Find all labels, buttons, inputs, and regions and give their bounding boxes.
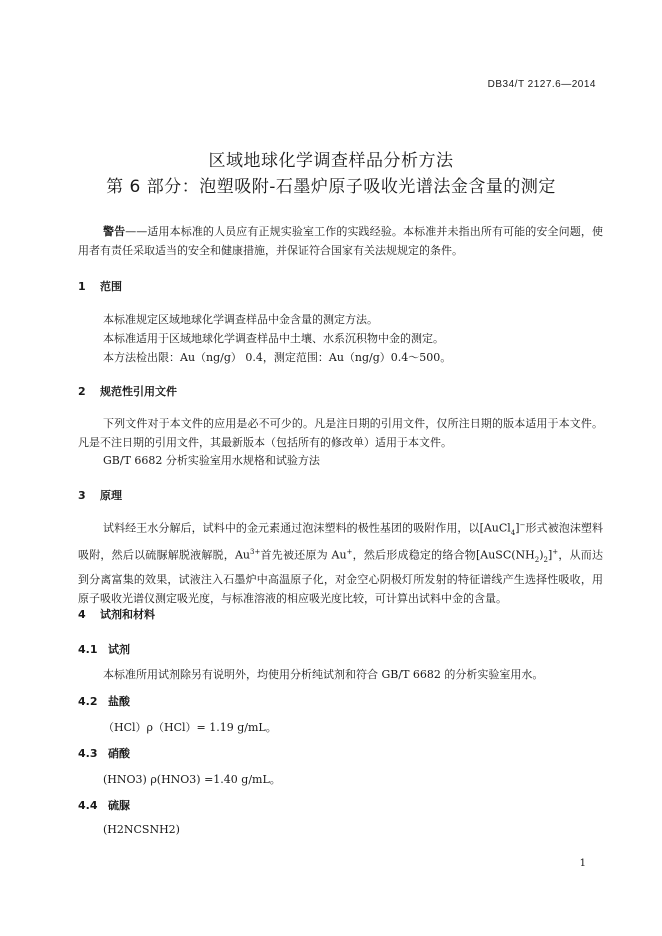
subsection-number: 4.2 [78,695,98,708]
page-number: 1 [579,858,586,869]
principle-text: ) [539,548,544,562]
subsection-4-1-heading [78,641,130,657]
subsection-number: 4.4 [78,799,98,812]
section-2-heading [78,383,177,399]
principle-subscript: 2 [543,555,548,564]
document-title: 区域地球化学调查样品分析方法 [208,151,454,171]
hydrochloric-acid-spec: （HCl）ρ（HCl）= 1.19 g/mL。 [103,721,277,734]
reference-item: GB/T 6682 分析实验室用水规格和试验方法 [103,454,320,467]
principle-text: ，然后形成稳定的络合物[AuSC(NH [352,548,535,562]
principle-text: ] [515,521,520,535]
warning-text: ——适用本标准的人员应有正规实验室工作的实践经验。本标准并未指出所有可能的安全问题，使用者有责任采取适当的安全和健康措施，并保证符合国家有关法规规定的条件。 [78,225,603,257]
principle-subscript: 2 [534,555,540,564]
section-title: 规范性引用文件 [100,385,177,398]
section-title: 原理 [100,489,122,502]
scope-line-1: 本标准规定区域地球化学调查样品中金含量的测定方法。 [103,313,378,326]
subsection-title: 试剂 [108,643,130,656]
subsection-number: 4.1 [78,643,98,656]
normative-references-paragraph: 下列文件对于本文件的应用是必不可少的。凡是注日期的引用文件，仅所注日期的版本适用于本文件。凡是不注日期的引用文件，其最新版本（包括所有的修改单）适用于本文件。 [78,417,603,449]
principle-text: 形式被泡沫塑料吸附，然后以硫脲解脱液解脱，Au [78,521,603,562]
section-1-heading [78,278,122,294]
section-number: 1 [78,280,86,293]
subsection-title: 硫脲 [108,799,130,812]
section-title: 试剂和材料 [100,608,155,621]
principle-paragraph [78,516,603,608]
scope-line-3: 本方法检出限：Au（ng/g） 0.4，测定范围：Au（ng/g）0.4～500。 [103,351,452,364]
nitric-acid-spec: (HNO3) ρ(HNO3) =1.40 g/mL。 [103,773,281,786]
subsection-4-3-heading [78,745,130,761]
principle-text: ，从而达到分离富集的效果，试液注入石墨炉中高温原子化，对金空心阴极灯所发射的特征谱线产生选择性吸收，用原子吸收光谱仪测定吸光度，与标准溶液的相应吸光度比较，可计算出试料中金的含量。 [78,548,604,605]
subsection-4-4-heading [78,797,130,813]
principle-subscript: 4 [510,528,516,537]
section-number: 2 [78,385,86,398]
section-number: 4 [78,608,86,621]
section-3-heading [78,487,122,503]
standard-code: DB34/T 2127.6—2014 [487,79,596,90]
section-4-heading [78,606,155,622]
principle-text: ] [547,548,553,562]
warning-label: 警告 [103,225,126,238]
section-title: 范围 [100,280,122,293]
subsection-title: 硝酸 [108,747,130,760]
principle-text: 试料经王水分解后，试料中的金元素通过泡沫塑料的极性基团的吸附作用，以[AuCl [103,521,511,535]
warning-paragraph [78,222,603,260]
subsection-4-2-heading [78,693,130,709]
section-number: 3 [78,489,86,502]
document-subtitle: 第 6 部分：泡塑吸附-石墨炉原子吸收光谱法金含量的测定 [106,177,556,197]
thiourea-formula: (H2NCSNH2) [103,823,180,836]
principle-superscript: + [552,547,559,556]
reagent-note: 本标准所用试剂除另有说明外，均使用分析纯试剂和符合 GB/T 6682 的分析实验室用水。 [103,668,544,681]
principle-superscript: − [519,521,526,529]
principle-superscript: 3+ [250,547,261,556]
subsection-title: 盐酸 [108,695,130,708]
subsection-number: 4.3 [78,747,98,760]
principle-superscript: + [346,547,353,556]
scope-line-2: 本标准适用于区域地球化学调查样品中土壤、水系沉积物中金的测定。 [103,332,444,345]
principle-text: 首先被还原为 Au [260,548,347,562]
